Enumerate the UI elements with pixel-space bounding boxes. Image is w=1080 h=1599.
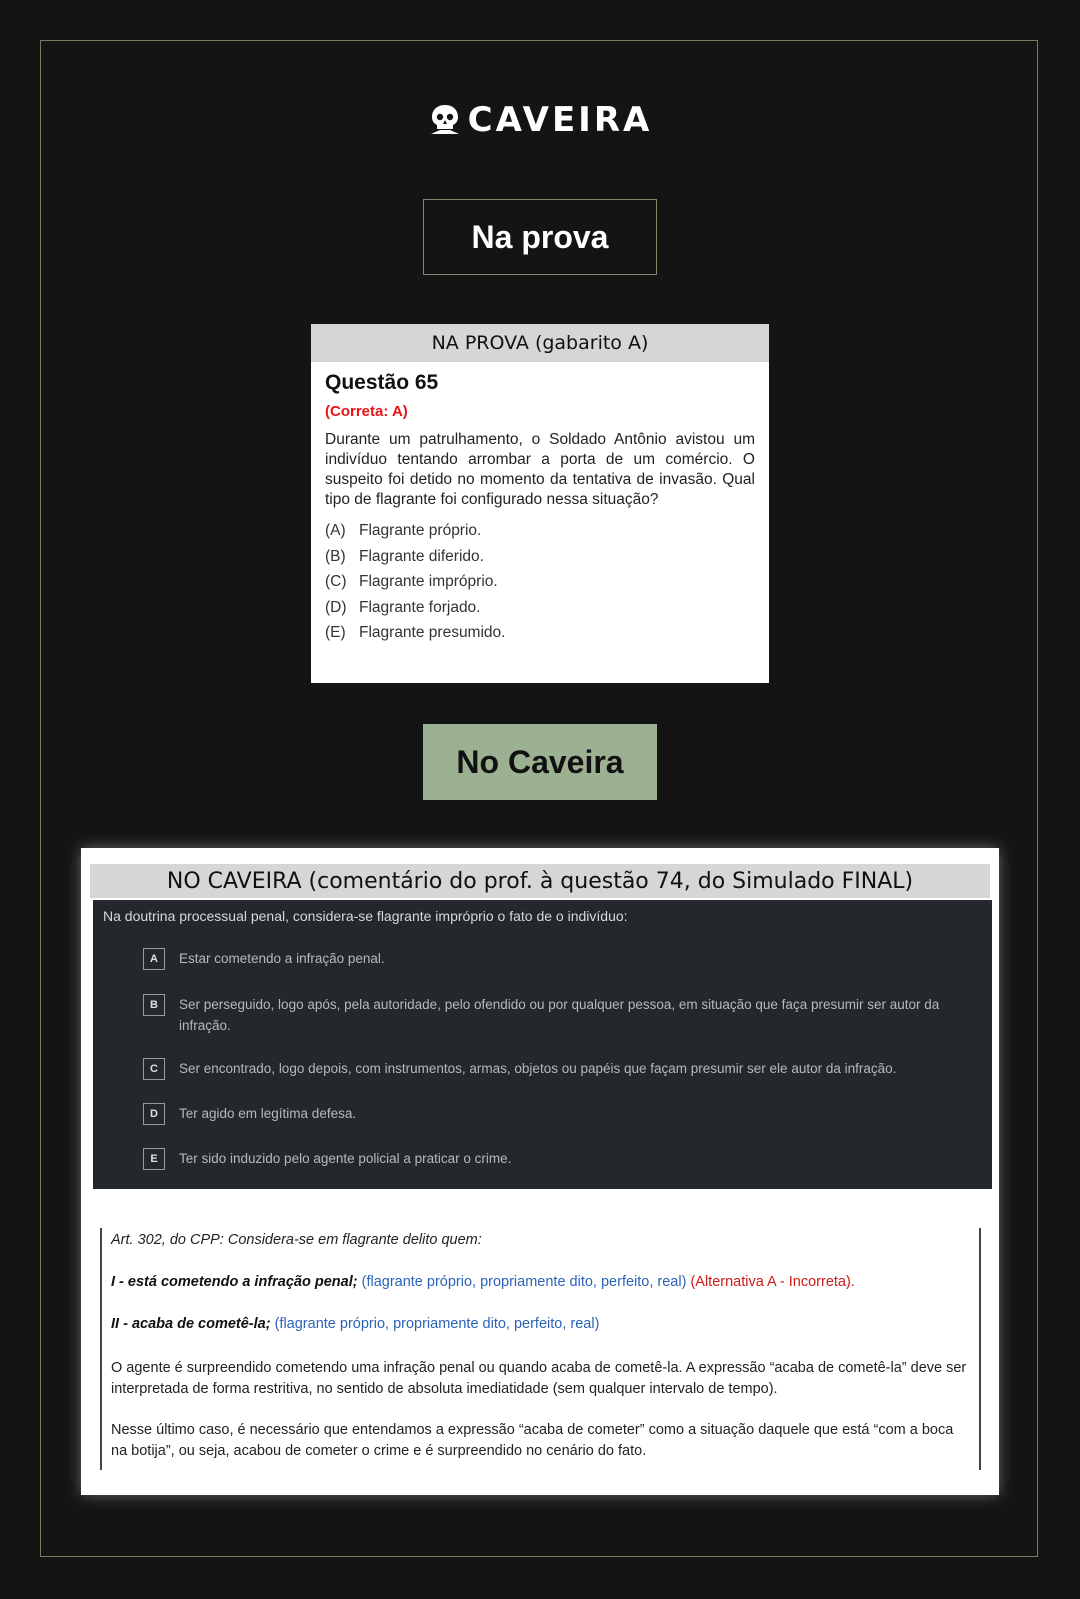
option-text: Ser perseguido, logo após, pela autoridade, pelo ofendido ou por qualquer pessoa, em situação que faça presumir ser autor da infração. xyxy=(179,997,940,1033)
prova-options-list xyxy=(325,522,769,650)
option-letter: (E) xyxy=(325,624,346,641)
simulado-option-e[interactable] xyxy=(143,1148,988,1170)
prova-question-card xyxy=(311,324,769,683)
option-letter: (C) xyxy=(325,573,347,590)
comment-article: Art. 302, do CPP: Considera-se em flagrante delito quem: xyxy=(111,1232,482,1248)
question-text: Durante um patrulhamento, o Soldado Antônio avistou um indivíduo tentando arrombar a porta de um comércio. O suspeito foi detido no momento da tentativa de invasão. Qual tipo de flagrante foi configurado nessa situação? xyxy=(325,431,755,508)
brand-name: CAVEIRA xyxy=(467,100,653,140)
option-text: Ser encontrado, logo depois, com instrumentos, armas, objetos ou papéis que façam presumir ser ele autor da infração. xyxy=(179,1061,897,1076)
option-text: Ter sido induzido pelo agente policial a praticar o crime. xyxy=(179,1151,512,1166)
option-letter-box: E xyxy=(143,1148,165,1170)
comment-paragraph-2: Nesse último caso, é necessário que entendamos a expressão “acaba de cometer” como a situação daquele que está “com a boca na botija”, ou seja, acabou de cometer o crime e é surpreendido no cenário do fato. xyxy=(111,1422,954,1459)
prova-option-c xyxy=(325,573,769,599)
comment-paragraph-1: O agente é surpreendido cometendo uma infração penal ou quando acaba de cometê-la. A expressão “acaba de cometê-la” deve ser interpretada de forma restritiva, no sentido de absoluta imediatidade (sem qualquer intervalo de tempo). xyxy=(111,1360,967,1397)
simulado-option-c[interactable] xyxy=(143,1058,988,1080)
option-text: Flagrante presumido. xyxy=(359,624,506,641)
item2-note: (flagrante próprio, propriamente dito, perfeito, real) xyxy=(274,1316,600,1332)
prova-option-d xyxy=(325,599,769,625)
brand-logo xyxy=(0,100,1080,140)
prova-card-header: NA PROVA (gabarito A) xyxy=(311,324,769,362)
option-text: Flagrante próprio. xyxy=(359,522,482,539)
option-letter: (D) xyxy=(325,598,347,616)
option-letter-box: B xyxy=(143,994,165,1016)
option-text: Flagrante forjado. xyxy=(359,598,481,616)
option-text: Flagrante impróprio. xyxy=(359,573,498,590)
option-text: Flagrante diferido. xyxy=(359,547,484,565)
prova-option-b xyxy=(325,548,769,574)
professor-comment xyxy=(100,1228,981,1470)
option-letter: (B) xyxy=(325,547,346,565)
option-letter-box: D xyxy=(143,1103,165,1125)
item2-label: II - acaba de cometê-la; xyxy=(111,1316,271,1332)
prova-option-a xyxy=(325,522,769,548)
simulado-statement: Na doutrina processual penal, considera-se flagrante impróprio o fato de o indivíduo: xyxy=(103,908,628,924)
simulado-option-d[interactable] xyxy=(143,1103,988,1125)
item1-label: I - está cometendo a infração penal; xyxy=(111,1274,358,1290)
item1-verdict: (Alternativa A - Incorreta). xyxy=(690,1274,855,1290)
comment-item-1 xyxy=(111,1272,971,1293)
simulado-option-a[interactable] xyxy=(143,948,988,970)
option-text: Ter agido em legítima defesa. xyxy=(179,1106,357,1121)
prova-option-e xyxy=(325,624,769,650)
option-letter: (A) xyxy=(325,522,346,539)
option-text: Estar cometendo a infração penal. xyxy=(179,951,385,966)
caveira-card-header: NO CAVEIRA (comentário do prof. à questão 74, do Simulado FINAL) xyxy=(90,864,990,898)
question-title: Questão 65 xyxy=(325,371,439,394)
correct-answer-label: (Correta: A) xyxy=(325,403,408,420)
na-prova-badge: Na prova xyxy=(423,199,657,275)
caveira-comment-card xyxy=(81,848,999,1495)
option-letter-box: C xyxy=(143,1058,165,1080)
skull-icon xyxy=(428,103,462,137)
item1-note: (flagrante próprio, propriamente dito, perfeito, real) xyxy=(361,1274,687,1290)
simulado-question-panel xyxy=(93,900,992,1189)
option-letter-box: A xyxy=(143,948,165,970)
simulado-option-b[interactable] xyxy=(143,994,988,1036)
comment-item-2 xyxy=(111,1314,971,1335)
no-caveira-badge: No Caveira xyxy=(423,724,657,800)
